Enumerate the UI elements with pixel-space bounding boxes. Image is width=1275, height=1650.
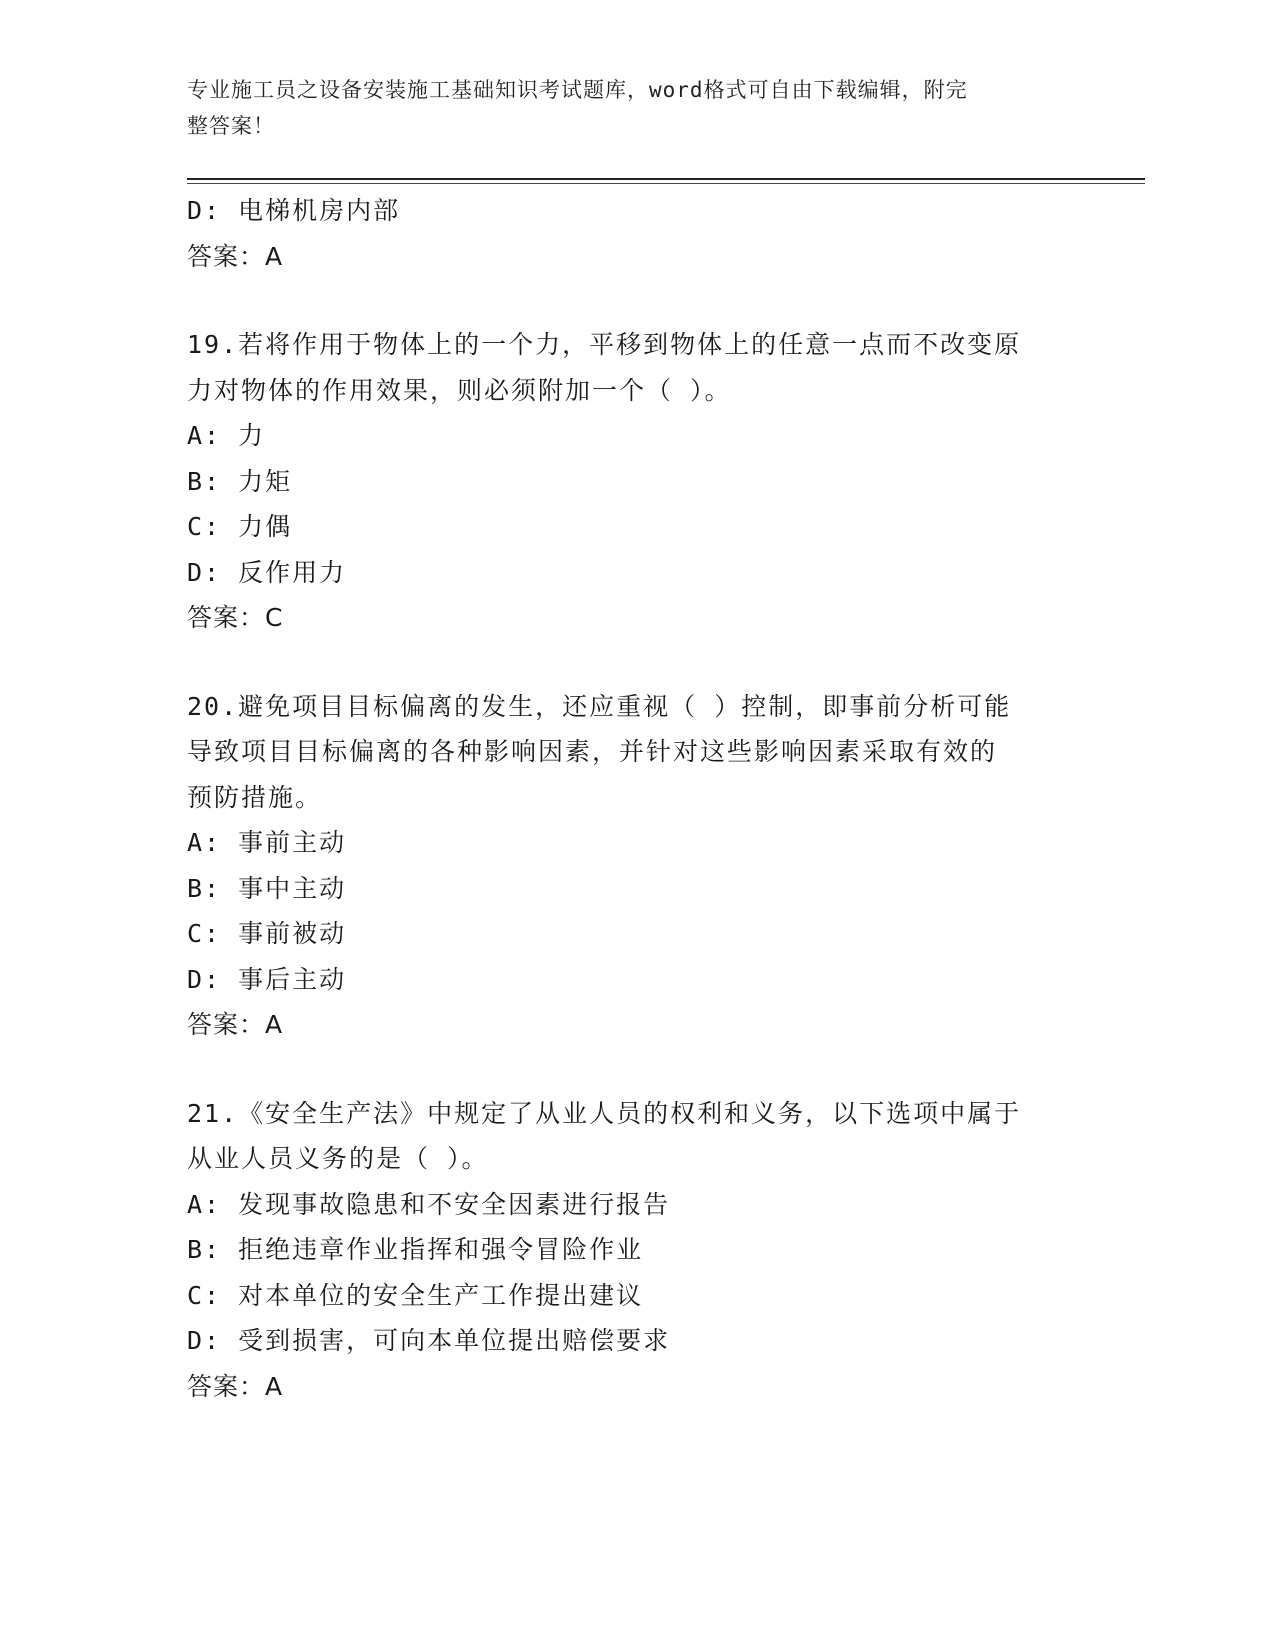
option-b: B: 力矩 [187, 466, 293, 496]
option-c: C: 事前被动 [187, 919, 347, 948]
prev-option-d: D: 电梯机房内部 [187, 196, 401, 225]
answer: 答案：A [187, 1010, 284, 1039]
option-b: B: 拒绝违章作业指挥和强令冒险作业 [187, 1235, 644, 1264]
header-divider-thick [187, 178, 1145, 180]
stem-line: 19.若将作用于物体上的一个力，平移到物体上的任意一点而不改变原 [187, 330, 1022, 359]
question-spacer [187, 641, 1087, 684]
question-spacer [187, 1048, 1087, 1091]
stem-line: 20.避免项目目标偏离的发生，还应重视（ ）控制，即事前分析可能 [187, 691, 1012, 721]
option-c: C: 对本单位的安全生产工作提出建议 [187, 1280, 644, 1310]
prev-answer: 答案：A [187, 241, 284, 271]
question-content [187, 188, 1087, 1409]
stem-line: 导致项目目标偏离的各种影响因素，并针对这些影响因素采取有效的 [187, 737, 998, 766]
question-21-stem [187, 1091, 1087, 1182]
option-b: B: 事中主动 [187, 873, 347, 903]
option-a: A: 发现事故隐患和不安全因素进行报告 [187, 1189, 671, 1219]
document-header [187, 72, 1067, 144]
option-a: A: 事前主动 [187, 828, 347, 857]
answer: 答案：C [187, 603, 284, 632]
header-divider-thin [187, 183, 1145, 184]
question-19-stem [187, 322, 1087, 413]
header-line-2: 整答案！ [187, 114, 275, 138]
answer: 答案：A [187, 1371, 284, 1401]
question-spacer [187, 279, 1087, 322]
question-21 [187, 1091, 1087, 1410]
header-line-1: 专业施工员之设备安装施工基础知识考试题库，word格式可自由下载编辑，附完 [187, 78, 968, 102]
stem-line: 力对物体的作用效果，则必须附加一个（ ）。 [187, 375, 732, 405]
question-20 [187, 684, 1087, 1048]
stem-line: 预防措施。 [187, 782, 323, 812]
question-20-stem [187, 684, 1087, 821]
question-19 [187, 322, 1087, 641]
option-c: C: 力偶 [187, 512, 293, 541]
stem-line: 21.《安全生产法》中规定了从业人员的权利和义务，以下选项中属于 [187, 1098, 1022, 1128]
stem-line: 从业人员义务的是（ ）。 [187, 1144, 489, 1173]
option-d: D: 事后主动 [187, 964, 347, 994]
option-d: D: 受到损害，可向本单位提出赔偿要求 [187, 1326, 671, 1355]
option-a: A: 力 [187, 421, 266, 450]
option-d: D: 反作用力 [187, 557, 347, 587]
